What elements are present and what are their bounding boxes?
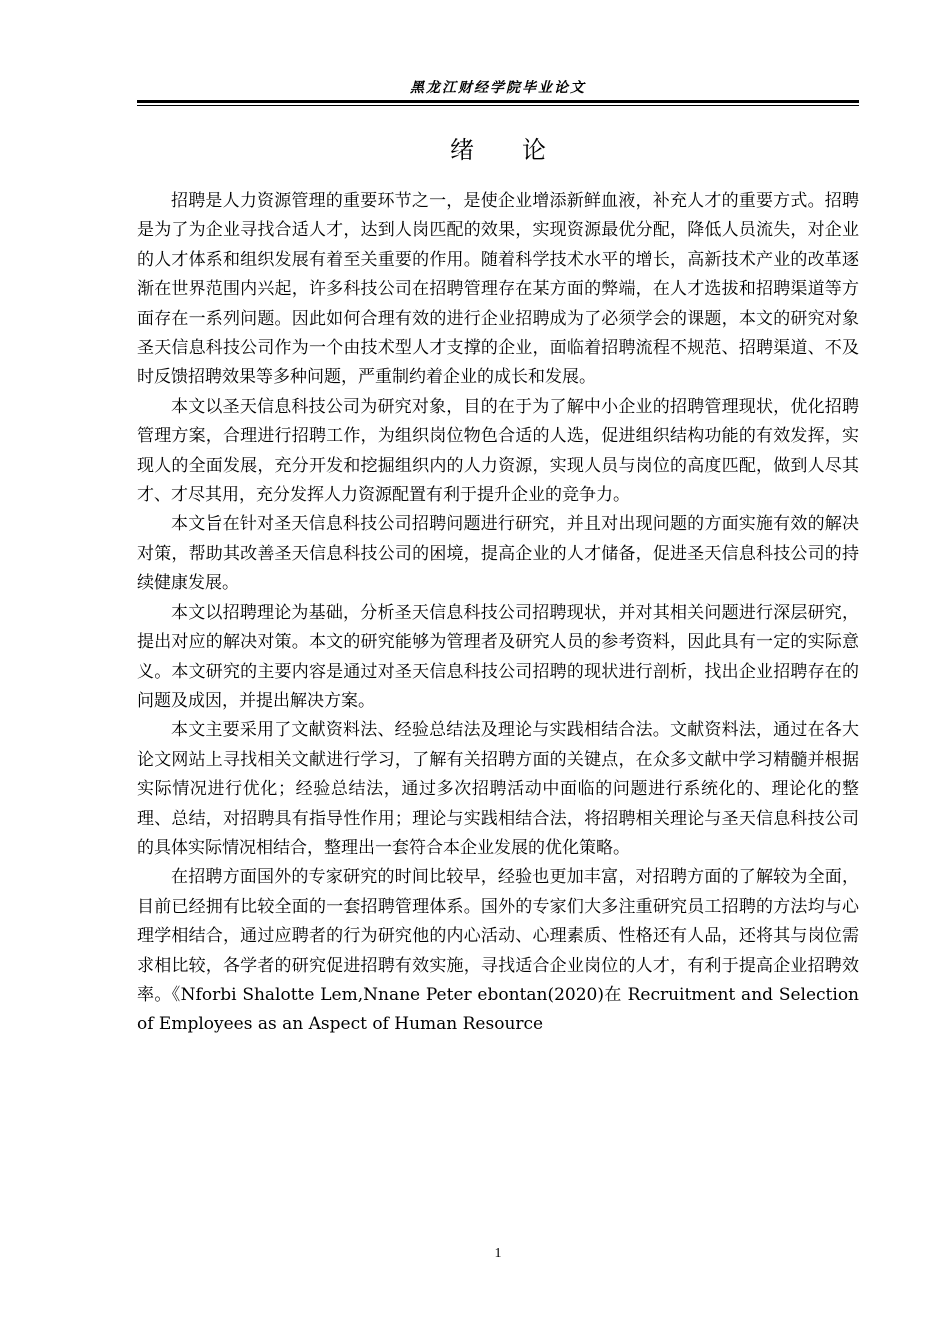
paragraph-1: 招聘是人力资源管理的重要环节之一，是使企业增添新鲜血液，补充人才的重要方式。招聘是为了为企业寻找合适人才，达到人岗匹配的效果，实现资源最优分配，降低人员流失，对企业的人才体系和组织发展有着至关重要的作用。随着科学技术水平的增长，高新技术产业的改革逐渐在世界范围内兴起，许多科技公司在招聘管理存在某方面的弊端，在人才选拔和招聘渠道等方面存在一系列问题。因此如何合理有效的进行企业招聘成为了必须学会的课题，本文的研究对象圣天信息科技公司作为一个由技术型人才支撑的企业，面临着招聘流程不规范、招聘渠道、不及时反馈招聘效果等多种问题，严重制约着企业的成长和发展。 [137,191,859,388]
paragraph-2: 本文以圣天信息科技公司为研究对象，目的在于为了解中小企业的招聘管理现状，优化招聘管理方案，合理进行招聘工作，为组织岗位物色合适的人选，促进组织结构功能的有效发挥，实现人的全面发展，充分开发和挖掘组织内的人力资源，实现人员与岗位的高度匹配，做到人尽其才、才尽其用，充分发挥人力资源配置有利于提升企业的竞争力。 [137,396,859,506]
paragraph-4: 本文以招聘理论为基础，分析圣天信息科技公司招聘现状，并对其相关问题进行深层研究，提出对应的解决对策。本文的研究能够为管理者及研究人员的参考资料，因此具有一定的实际意义。本文研究的主要内容是通过对圣天信息科技公司招聘的现状进行剖析，找出企业招聘存在的问题及成因，并提出解决方案。 [137,602,859,711]
paragraph-3: 本文旨在针对圣天信息科技公司招聘问题进行研究，并且对出现问题的方面实施有效的解决对策，帮助其改善圣天信息科技公司的困境，提高企业的人才储备，促进圣天信息科技公司的持续健康发展。 [137,514,859,594]
body-text [137,187,859,1040]
page-number: 1 [494,1246,502,1261]
paragraph-5: 本文主要采用了文献资料法、经验总结法及理论与实践相结合法。文献资料法，通过在各大论文网站上寻找相关文献进行学习，了解有关招聘方面的关键点，在众多文献中学习精髓并根据实际情况进行优化；经验总结法，通过多次招聘活动中面临的问题进行系统化的、理论化的整理、总结，对招聘具有指导性作用；理论与实践相结合法，将招聘相关理论与圣天信息科技公司的具体实际情况相结合，整理出一套符合本企业发展的优化策略。 [137,720,859,858]
header-rule-thick [137,100,859,103]
section-title: 绪论 [450,136,594,164]
header-rule-thin [137,105,859,106]
paragraph-6: 在招聘方面国外的专家研究的时间比较早，经验也更加丰富，对招聘方面的了解较为全面，目前已经拥有比较全面的一套招聘管理体系。国外的专家们大多注重研究员工招聘的方法均与心理学相结合，通过应聘者的行为研究他的内心活动、心理素质、性格还有人品，还将其与岗位需求相比较，各学者的研究促进招聘有效实施，寻找适合企业岗位的人才，有利于提高企业招聘效率。《Nforbi Shalotte Lem,Nnane Peter ebontan(2020)在 Recruitment and Selection of Employees as an Aspect of Human Resource [137,867,859,1035]
running-header: 黑龙江财经学院毕业论文 [410,80,586,96]
